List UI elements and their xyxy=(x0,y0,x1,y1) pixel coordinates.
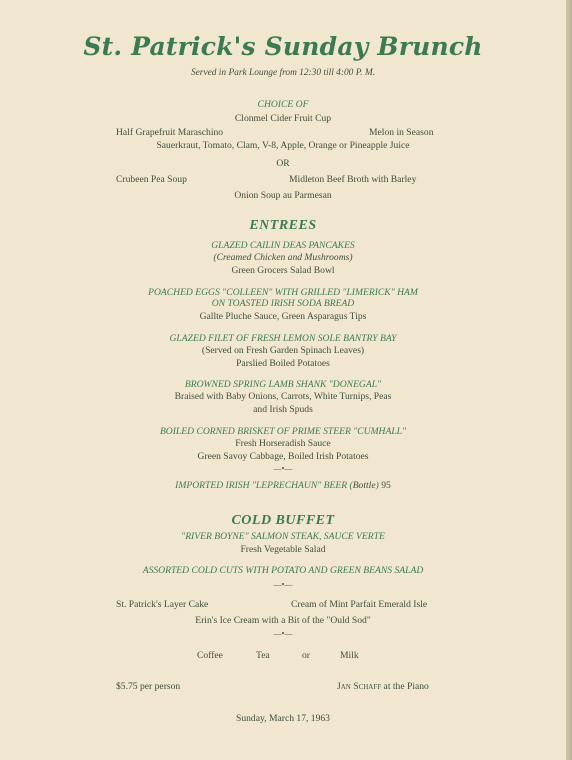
buffet-1-name: "RIVER BOYNE" SALMON STEAK, SAUCE VERTE xyxy=(181,531,385,542)
pianist-name: Jan Schaff xyxy=(337,681,382,692)
buffet-2-name: ASSORTED COLD CUTS WITH POTATO AND GREEN BEANS SALAD xyxy=(142,565,424,576)
entree-3-side: Parslied Boiled Potatoes xyxy=(236,358,330,369)
pea-soup: Crubeen Pea Soup xyxy=(116,174,187,185)
entrees-heading: ENTREES xyxy=(249,218,317,233)
ice-cream: Erin's Ice Cream with a Bit of the "Ould Sod" xyxy=(195,615,371,626)
divider: —•— xyxy=(273,580,293,589)
coffee: Coffee xyxy=(197,650,223,661)
fruit-cup: Clonmel Cider Fruit Cup xyxy=(234,113,332,124)
cold-buffet-heading: COLD BUFFET xyxy=(231,513,335,528)
pianist xyxy=(337,681,429,692)
entree-1-sub: (Creamed Chicken and Mushrooms) xyxy=(213,252,353,263)
melon: Melon in Season xyxy=(369,127,434,138)
entree-1-name: GLAZED CAILIN DEAS PANCAKES xyxy=(211,240,355,251)
entree-3-name: GLAZED FILET OF FRESH LEMON SOLE BANTRY BAY xyxy=(169,333,397,344)
beer-line xyxy=(0,480,566,491)
milk: Milk xyxy=(340,650,359,661)
entree-2-side: Gallte Pluche Sauce, Green Asparagus Tips xyxy=(199,311,367,322)
price: $5.75 per person xyxy=(116,681,181,692)
juices: Sauerkraut, Tomato, Clam, V-8, Apple, Orange or Pineapple Juice xyxy=(156,140,410,151)
entree-5-side-2: Green Savoy Cabbage, Boiled Irish Potatoes xyxy=(197,451,369,462)
beer-name: IMPORTED IRISH "LEPRECHAUN" BEER ( xyxy=(175,480,353,491)
menu-title: St. Patrick's Sunday Brunch xyxy=(83,32,483,61)
beer-close: ) xyxy=(375,480,379,491)
entree-4-side-1: Braised with Baby Onions, Carrots, White Turnips, Peas xyxy=(174,391,392,402)
entree-2-name-2: ON TOASTED IRISH SODA BREAD xyxy=(211,298,355,309)
or-separator: OR xyxy=(276,158,290,169)
beef-broth: Midleton Beef Broth with Barley xyxy=(289,174,417,185)
grapefruit: Half Grapefruit Maraschino xyxy=(116,127,224,138)
entree-2-name-1: POACHED EGGS "COLLEEN" WITH GRILLED "LIMERICK" HAM xyxy=(148,287,418,298)
layer-cake: St. Patrick's Layer Cake xyxy=(116,599,209,610)
divider: —•— xyxy=(273,464,293,473)
page-edge xyxy=(566,0,572,760)
beverage-or: or xyxy=(302,650,310,661)
beer-bottle: Bottle xyxy=(352,480,376,491)
divider: —•— xyxy=(273,629,293,638)
entree-4-name: BROWNED SPRING LAMB SHANK "DONEGAL" xyxy=(184,379,382,390)
onion-soup: Onion Soup au Parmesan xyxy=(234,190,332,201)
beer-price: 95 xyxy=(381,480,391,491)
choice-heading: CHOICE OF xyxy=(257,99,309,110)
entree-5-name: BOILED CORNED BRISKET OF PRIME STEER "CUMHALL" xyxy=(159,426,407,437)
pianist-rest: at the Piano xyxy=(381,681,429,692)
entree-3-sub: (Served on Fresh Garden Spinach Leaves) xyxy=(201,345,365,356)
buffet-1-side: Fresh Vegetable Salad xyxy=(240,544,326,555)
mint-parfait: Cream of Mint Parfait Emerald Isle xyxy=(291,599,428,610)
entree-1-side: Green Grocers Salad Bowl xyxy=(231,265,335,276)
entree-4-side-2: and Irish Spuds xyxy=(253,404,313,415)
service-hours: Served in Park Lounge from 12:30 till 4:00 P. M. xyxy=(190,68,376,78)
entree-5-side-1: Fresh Horseradish Sauce xyxy=(235,438,331,449)
menu-date: Sunday, March 17, 1963 xyxy=(236,713,330,724)
tea: Tea xyxy=(256,650,270,661)
